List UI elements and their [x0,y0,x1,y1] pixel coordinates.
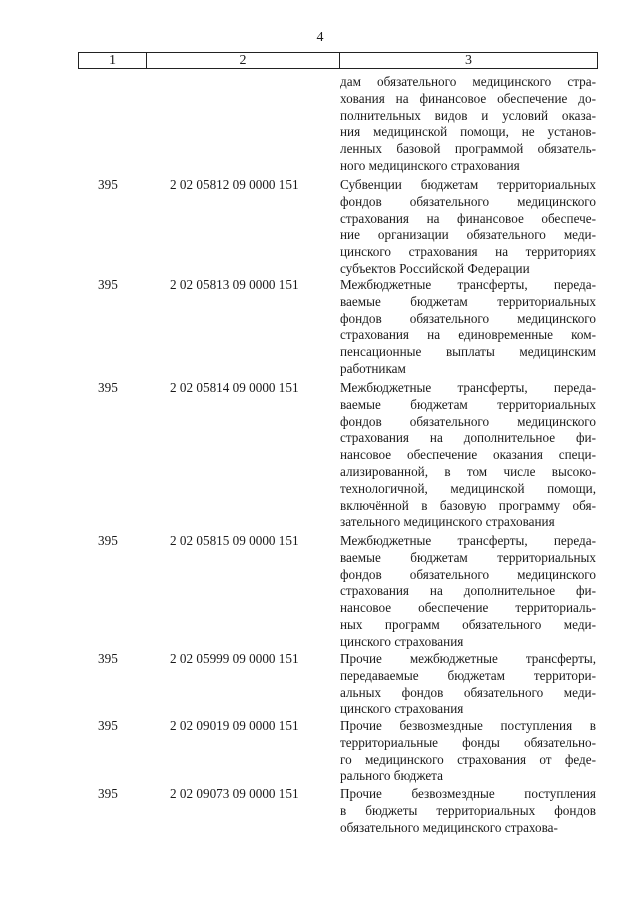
text-line: фондов обязательного медицинского [340,566,596,582]
text-line: нансовое обеспечение территориаль- [340,600,596,616]
admin-code-cell: 395 [98,277,118,292]
text-line: Субвенции бюджетам территориальных [340,177,596,192]
text-line: фондов обязательного медицинского [340,413,596,429]
text-line: зательного медицинского страхования [340,514,555,530]
text-line: передаваемые бюджетам территори- [340,667,596,683]
text-line: дам обязательного медицинского стра- [340,74,596,89]
description-cell [340,177,596,278]
text-line: ваемые бюджетам территориальных [340,549,596,565]
text-line: ных программ обязательного меди- [340,616,596,632]
column-header-1: 1 [79,53,147,68]
admin-code-cell: 395 [98,177,118,192]
continuation-text [340,74,596,175]
text-line: пенсационные выплаты медицинским [340,344,596,360]
column-header-2: 2 [147,53,340,68]
text-line: Прочие безвозмездные поступления в [340,718,596,733]
text-line: включённой в базовую программу обя- [340,497,596,513]
text-line: ваемые бюджетам территориальных [340,396,596,412]
text-line: полнительных видов и условий оказа- [340,107,596,123]
admin-code-cell: 395 [98,380,118,395]
text-line: нансовое обеспечение оказания специ- [340,447,596,463]
text-line: Межбюджетные трансферты, переда- [340,277,596,292]
description-cell [340,533,596,651]
admin-code-cell: 395 [98,651,118,666]
budget-code-cell: 2 02 05812 09 0000 151 [170,177,299,192]
text-line: технологичной, медицинской помощи, [340,480,596,496]
text-line: фондов обязательного медицинского [340,310,596,326]
description-cell [340,786,596,836]
text-line: страхования на дополнительное фи- [340,430,596,446]
admin-code-cell: 395 [98,533,118,548]
text-line: цинского страхования [340,701,464,717]
text-line: в бюджеты территориальных фондов [340,802,596,818]
text-line: фондов обязательного медицинского [340,193,596,209]
text-line: страхования на дополнительное фи- [340,583,596,599]
text-line: ние организации обязательного меди- [340,227,596,243]
text-line: Межбюджетные трансферты, переда- [340,380,596,395]
admin-code-cell: 395 [98,786,118,801]
text-line: территориальные фонды обязательно- [340,734,596,750]
text-line: Прочие безвозмездные поступления [340,786,596,801]
text-line: обязательного медицинского страхова- [340,819,558,835]
column-header-3: 3 [465,52,472,68]
text-line: альных фондов обязательного меди- [340,684,596,700]
text-line: цинского страхования на территориях [340,244,596,260]
text-line: Прочие межбюджетные трансферты, [340,651,596,666]
text-line: ния медицинской помощи, не установ- [340,124,596,140]
text-line: страхования на финансовое обеспече- [340,210,596,226]
text-line: работникам [340,360,406,376]
text-line: ленных базовой программой обязатель- [340,141,596,157]
text-line: Межбюджетные трансферты, переда- [340,533,596,548]
text-line: субъектов Российской Федерации [340,260,530,276]
text-line: го медицинского страхования от феде- [340,751,596,767]
page-number: 4 [316,30,324,45]
description-cell [340,718,596,785]
text-line: хования на финансовое обеспечение до- [340,90,596,106]
budget-code-cell: 2 02 05813 09 0000 151 [170,277,299,292]
text-line: ализированной, в том числе высоко- [340,463,596,479]
budget-code-cell: 2 02 09019 09 0000 151 [170,718,299,733]
budget-code-cell: 2 02 05815 09 0000 151 [170,533,299,548]
text-line: ваемые бюджетам территориальных [340,293,596,309]
budget-code-cell: 2 02 09073 09 0000 151 [170,786,299,801]
text-line: цинского страхования [340,633,464,649]
description-cell [340,651,596,718]
budget-code-cell: 2 02 05999 09 0000 151 [170,651,299,666]
text-line: рального бюджета [340,768,443,784]
budget-code-cell: 2 02 05814 09 0000 151 [170,380,299,395]
description-cell [340,277,596,378]
text-line: ного медицинского страхования [340,157,520,173]
description-cell [340,380,596,531]
admin-code-cell: 395 [98,718,118,733]
text-line: страхования на единовременные ком- [340,327,596,343]
column-header-row [78,52,598,69]
